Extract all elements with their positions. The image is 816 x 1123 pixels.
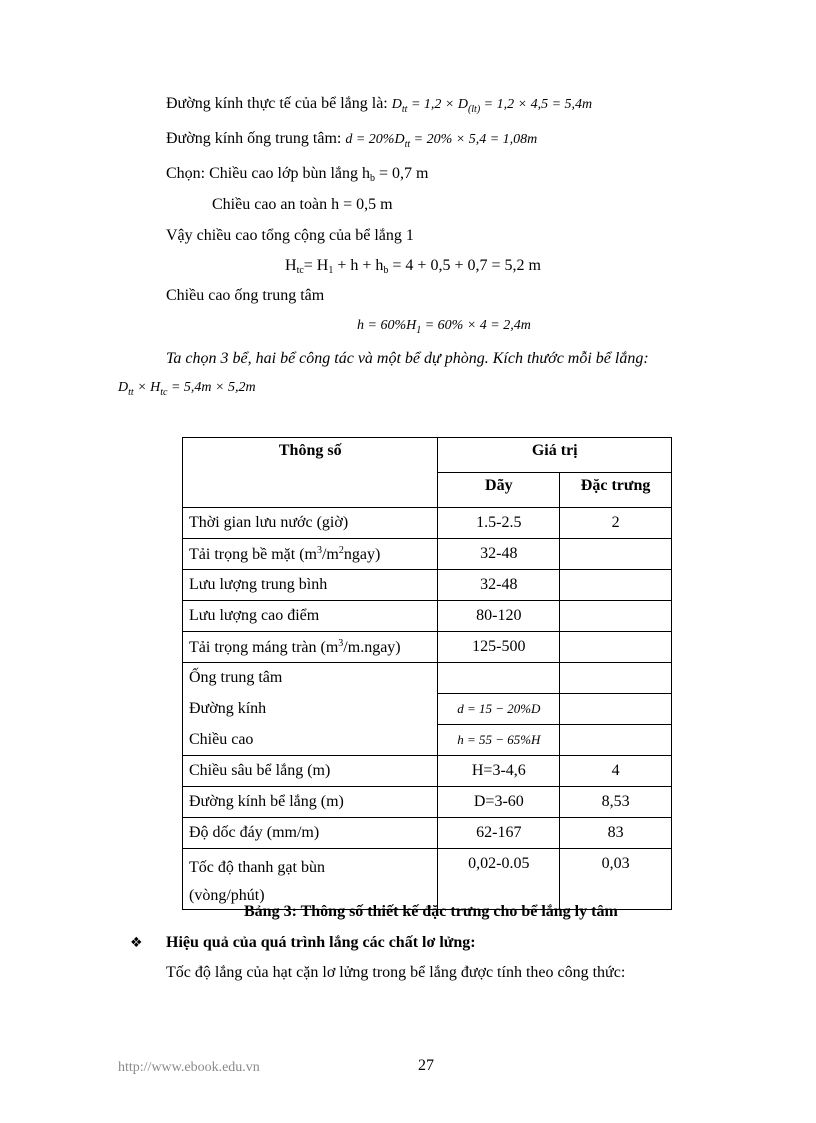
row-range: 32-48	[438, 570, 560, 601]
table-row	[183, 725, 672, 756]
sludge-height-value: = 0,7 m	[375, 165, 429, 182]
table-row	[183, 849, 672, 910]
sludge-height-sub: b	[370, 173, 375, 184]
table-row	[183, 694, 672, 725]
design-parameters-table	[182, 437, 672, 910]
table-row	[183, 756, 672, 787]
table-row	[183, 787, 672, 818]
row-param: Độ dốc đáy (mm/m)	[183, 818, 438, 849]
row-param: Chiều cao	[183, 725, 438, 756]
actual-diameter-text: Đường kính thực tế của bể lắng là:	[166, 95, 392, 112]
paragraph-safety-height: Chiều cao an toàn h = 0,5 m	[212, 196, 393, 213]
param-part: /m	[321, 545, 339, 563]
param-part: (vòng/phút)	[189, 887, 265, 904]
row-param: Đường kính bể lắng (m)	[183, 787, 438, 818]
formula-h1: = H	[303, 257, 329, 274]
param-sup: 3	[316, 544, 322, 556]
table-header-row	[183, 438, 672, 473]
row-typical: 8,53	[560, 787, 672, 818]
row-range: 125-500	[438, 632, 560, 663]
row-range: D=3-60	[438, 787, 560, 818]
row-range: 32-48	[438, 539, 560, 570]
row-param	[183, 849, 438, 910]
section-heading: Hiệu quả của quá trình lắng các chất lơ lửng:	[166, 934, 476, 951]
param-part: Tốc độ thanh gạt bùn	[189, 859, 325, 876]
row-typical	[560, 570, 672, 601]
row-typical	[560, 539, 672, 570]
formula-h1-sub: 1	[328, 265, 334, 276]
table-row	[183, 570, 672, 601]
table-row	[183, 818, 672, 849]
formula-mid: + h + h	[333, 257, 384, 274]
param-part: Tải trọng máng tràn (m	[189, 638, 339, 656]
center-pipe-text: Đường kính ống trung tâm:	[166, 130, 346, 147]
row-param: Lưu lượng cao điểm	[183, 601, 438, 632]
table-row	[183, 632, 672, 663]
diamond-bullet-icon: ❖	[130, 935, 143, 951]
row-typical: 0,03	[560, 849, 672, 910]
row-typical: 2	[560, 508, 672, 539]
row-param: Thời gian lưu nước (giờ)	[183, 508, 438, 539]
section-heading-line	[130, 933, 476, 953]
sludge-height-text: Chọn: Chiều cao lớp bùn lắng h	[166, 165, 370, 182]
param-sup: 2	[338, 544, 344, 556]
page-number: 27	[418, 1057, 434, 1074]
row-typical	[560, 663, 672, 694]
param-part: /m.ngay)	[343, 638, 401, 656]
row-range: H=3-4,6	[438, 756, 560, 787]
center-pipe-height-formula: $h = 60\%H_1 = 60\% \times 4 = 2,4m$	[357, 318, 531, 336]
row-typical: 4	[560, 756, 672, 787]
row-range: 80-120	[438, 601, 560, 632]
row-range: 1.5-2.5	[438, 508, 560, 539]
paragraph-actual-diameter	[166, 94, 592, 120]
paragraph-center-pipe-diameter	[166, 129, 537, 155]
row-typical: 83	[560, 818, 672, 849]
formula-h-sub-tc: tc	[296, 265, 304, 276]
header-range: Dãy	[438, 473, 560, 508]
row-range	[438, 663, 560, 694]
header-typical: Đặc trưng	[560, 473, 672, 508]
row-param: Ống trung tâm	[183, 663, 438, 694]
row-param	[183, 632, 438, 663]
paragraph-tank-selection: Ta chọn 3 bể, hai bể công tác và một bể dự phòng. Kích thước mỗi bể lắng:	[166, 350, 649, 367]
table-row	[183, 508, 672, 539]
total-height-formula	[285, 256, 541, 281]
row-typical	[560, 725, 672, 756]
row-typical	[560, 601, 672, 632]
row-typical	[560, 632, 672, 663]
row-range: h = 55 − 65%H	[438, 725, 560, 756]
section-body-text: Tốc độ lắng của hạt cặn lơ lửng trong bể lắng được tính theo công thức:	[166, 964, 626, 981]
formula-hb-sub: b	[383, 265, 389, 276]
row-range: d = 15 − 20%D	[438, 694, 560, 725]
row-param	[183, 539, 438, 570]
table-row	[183, 663, 672, 694]
tank-dimension-formula: $D_{tt} \times H_{tc} = 5,4m \times 5,2m$	[118, 380, 256, 398]
actual-diameter-formula: $D_{tt} = 1,2 \times D_{(lt)} = 1,2 \times 4,5 = 5,4m$	[391, 97, 593, 115]
formula-h: H	[285, 257, 297, 274]
footer-url[interactable]: http://www.ebook.edu.vn	[118, 1060, 260, 1075]
paragraph-total-height-intro: Vậy chiều cao tổng cộng của bể lắng 1	[166, 227, 414, 244]
row-typical	[560, 694, 672, 725]
table-row	[183, 539, 672, 570]
row-param: Lưu lượng trung bình	[183, 570, 438, 601]
header-parameter: Thông số	[183, 438, 438, 508]
row-range: 62-167	[438, 818, 560, 849]
row-range: 0,02-0.05	[438, 849, 560, 910]
paragraph-choose-sludge-height	[166, 164, 428, 189]
row-param: Chiều sâu bể lắng (m)	[183, 756, 438, 787]
table-row	[183, 601, 672, 632]
center-pipe-formula: $d = 20\%D_{tt} = 20\% \times 5,4 = 1,08m$	[345, 132, 538, 150]
param-part: Tải trọng bề mặt (m	[189, 545, 317, 563]
param-sup: 3	[338, 637, 344, 649]
paragraph-center-pipe-height: Chiều cao ống trung tâm	[166, 287, 325, 304]
param-part: ngay)	[343, 545, 381, 563]
table-caption: Bảng 3: Thông số thiết kế đặc trưng cho bể lắng ly tâm	[244, 903, 618, 920]
header-value: Giá trị	[438, 438, 672, 473]
formula-result: = 4 + 0,5 + 0,7 = 5,2 m	[388, 257, 541, 274]
row-param: Đường kính	[183, 694, 438, 725]
